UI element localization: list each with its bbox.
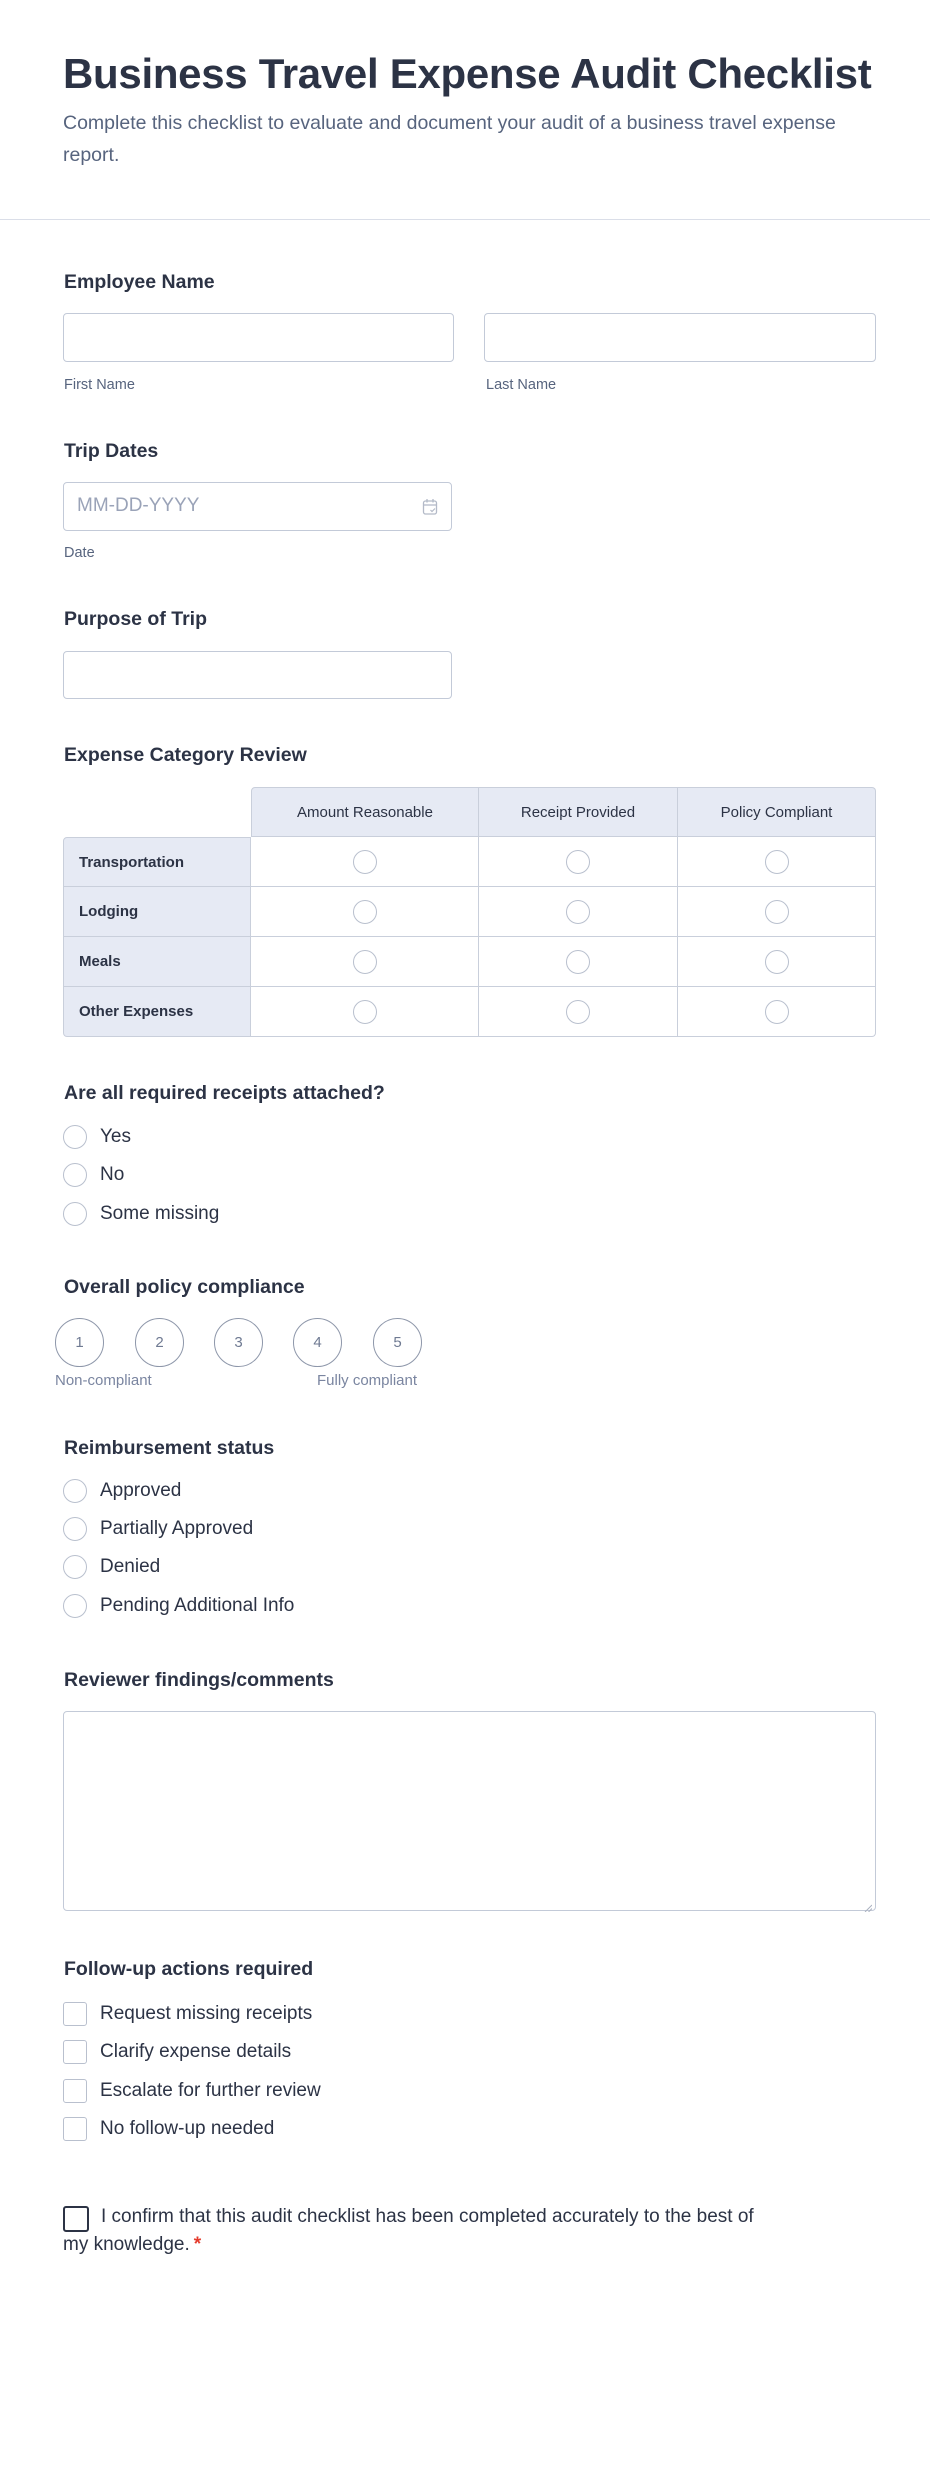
last-name-input[interactable] <box>484 313 876 362</box>
matrix-row-lodging <box>63 887 876 937</box>
checkbox[interactable] <box>63 2002 87 2026</box>
scale-option-3[interactable]: 3 <box>214 1318 263 1367</box>
matrix-col-policy-compliant: Policy Compliant <box>678 787 876 837</box>
option-label: Partially Approved <box>100 1518 254 1539</box>
option-label: Some missing <box>100 1203 220 1224</box>
option-label: No follow-up needed <box>100 2118 275 2139</box>
receipts-option-yes[interactable] <box>63 1124 131 1150</box>
required-asterisk: * <box>193 2234 202 2255</box>
form-title: Business Travel Expense Audit Checklist <box>63 50 872 97</box>
employee-name-label: Employee Name <box>64 271 215 293</box>
receipts-option-some-missing[interactable] <box>63 1201 219 1227</box>
matrix-corner <box>63 787 251 837</box>
matrix-radio[interactable] <box>765 900 789 924</box>
followup-option-request-receipts[interactable] <box>63 2001 312 2027</box>
matrix-row-label: Other Expenses <box>63 987 251 1037</box>
matrix-radio[interactable] <box>353 950 377 974</box>
reimbursement-option-partially-approved[interactable] <box>63 1516 253 1542</box>
radio-button[interactable] <box>63 1163 87 1187</box>
last-name-sublabel: Last Name <box>486 377 557 393</box>
comments-label: Reviewer findings/comments <box>64 1669 334 1691</box>
followup-option-escalate[interactable] <box>63 2078 321 2104</box>
matrix-row-label: Transportation <box>63 837 251 887</box>
scale-option-4[interactable]: 4 <box>293 1318 342 1367</box>
option-label: Pending Additional Info <box>100 1595 295 1616</box>
header-divider <box>0 219 930 220</box>
matrix-row-label: Lodging <box>63 887 251 937</box>
option-label: Escalate for further review <box>100 2080 321 2101</box>
date-placeholder: MM-DD-YYYY <box>77 495 200 516</box>
scale-option-1[interactable]: 1 <box>55 1318 104 1367</box>
radio-button[interactable] <box>63 1202 87 1226</box>
matrix-row-label: Meals <box>63 937 251 987</box>
followup-label: Follow-up actions required <box>64 1958 314 1980</box>
option-label: Clarify expense details <box>100 2041 292 2062</box>
option-label: Approved <box>100 1480 182 1501</box>
scale-high-label: Fully compliant <box>317 1372 418 1389</box>
scale-option-2[interactable]: 2 <box>135 1318 184 1367</box>
resize-handle-icon[interactable] <box>864 1899 872 1907</box>
scale-option-5[interactable]: 5 <box>373 1318 422 1367</box>
expense-review-matrix <box>63 787 876 1037</box>
option-label: Request missing receipts <box>100 2003 313 2024</box>
date-sublabel: Date <box>64 545 95 561</box>
matrix-row-transportation <box>63 837 876 887</box>
confirmation-text: I confirm that this audit checklist has been completed accurately to the best of my knowledge. <box>63 2206 754 2255</box>
first-name-input[interactable] <box>63 313 454 362</box>
reimbursement-option-approved[interactable] <box>63 1478 181 1504</box>
trip-date-input[interactable] <box>63 482 452 531</box>
reimbursement-label: Reimbursement status <box>64 1437 275 1459</box>
matrix-radio[interactable] <box>765 1000 789 1024</box>
reimbursement-option-denied[interactable] <box>63 1554 160 1580</box>
option-label: No <box>100 1164 125 1185</box>
checkbox[interactable] <box>63 2117 87 2141</box>
matrix-radio[interactable] <box>765 950 789 974</box>
followup-option-none-needed[interactable] <box>63 2116 274 2142</box>
matrix-radio[interactable] <box>566 950 590 974</box>
matrix-radio[interactable] <box>353 850 377 874</box>
purpose-input[interactable] <box>63 651 452 699</box>
comments-textarea[interactable] <box>63 1711 876 1911</box>
matrix-col-receipt-provided: Receipt Provided <box>479 787 678 837</box>
radio-button[interactable] <box>63 1125 87 1149</box>
scale-low-label: Non-compliant <box>55 1372 152 1389</box>
option-label: Yes <box>100 1126 131 1147</box>
matrix-radio[interactable] <box>566 850 590 874</box>
checkbox[interactable] <box>63 2079 87 2103</box>
matrix-row-meals <box>63 937 876 987</box>
checkbox[interactable] <box>63 2040 87 2064</box>
reimbursement-option-pending[interactable] <box>63 1593 294 1619</box>
matrix-row-other-expenses <box>63 987 876 1037</box>
expense-review-label: Expense Category Review <box>64 744 307 766</box>
trip-dates-label: Trip Dates <box>64 440 159 462</box>
receipts-option-no[interactable] <box>63 1162 124 1188</box>
radio-button[interactable] <box>63 1479 87 1503</box>
radio-button[interactable] <box>63 1517 87 1541</box>
confirmation-label <box>63 2203 783 2259</box>
matrix-col-amount-reasonable: Amount Reasonable <box>251 787 479 837</box>
purpose-label: Purpose of Trip <box>64 608 208 630</box>
option-label: Denied <box>100 1556 161 1577</box>
radio-button[interactable] <box>63 1594 87 1618</box>
matrix-radio[interactable] <box>353 1000 377 1024</box>
matrix-radio[interactable] <box>566 900 590 924</box>
receipts-question-label: Are all required receipts attached? <box>64 1082 385 1104</box>
followup-option-clarify-details[interactable] <box>63 2039 291 2065</box>
radio-button[interactable] <box>63 1555 87 1579</box>
matrix-radio[interactable] <box>353 900 377 924</box>
first-name-sublabel: First Name <box>64 377 135 393</box>
compliance-label: Overall policy compliance <box>64 1276 305 1298</box>
calendar-icon[interactable] <box>422 498 438 516</box>
form-description: Complete this checklist to evaluate and document your audit of a business travel expense report. <box>63 112 836 166</box>
matrix-radio[interactable] <box>566 1000 590 1024</box>
matrix-radio[interactable] <box>765 850 789 874</box>
